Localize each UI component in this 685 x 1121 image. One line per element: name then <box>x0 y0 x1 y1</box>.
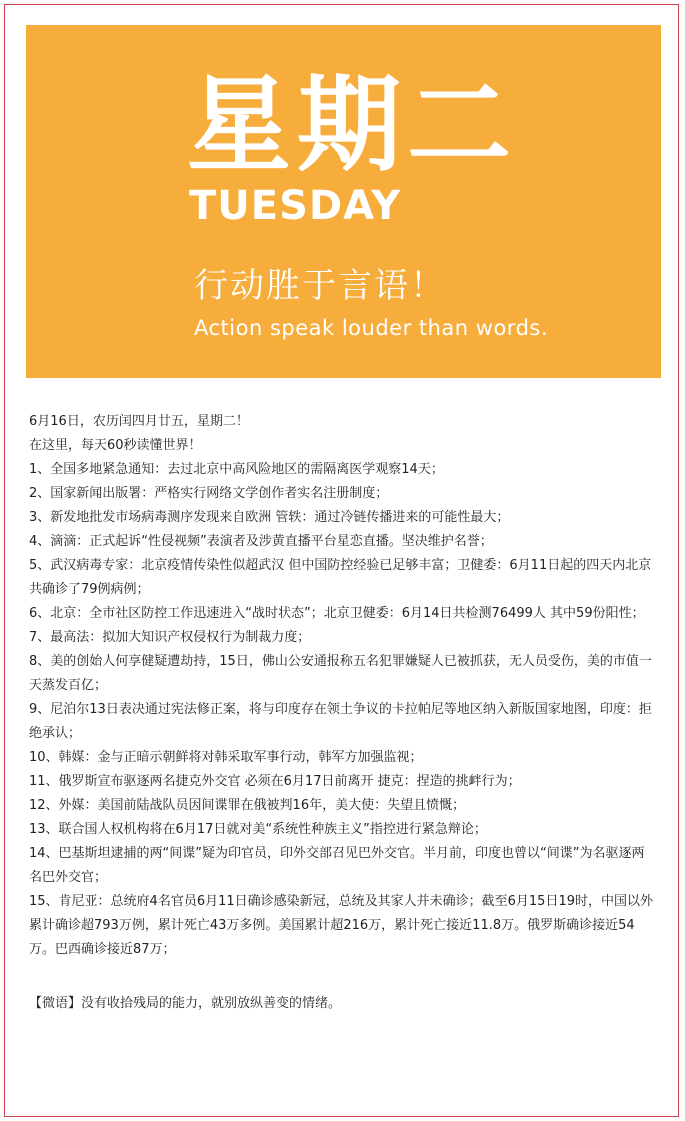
intro-tagline: 在这里，每天60秒读懂世界！ <box>29 438 202 453</box>
weekday-title-cn: 星期二 <box>187 64 518 186</box>
news-item: 2、国家新闻出版署：严格实行网络文学创作者实名注册制度； <box>29 486 389 501</box>
news-item: 7、最高法：拟加大知识产权侵权行为制裁力度； <box>29 630 311 645</box>
news-item: 8、美的创始人何享健疑遭劫持，15日，佛山公安通报称五名犯罪嫌疑人已被抓获，无人员受伤，美的市值一天蒸发百亿； <box>29 654 652 693</box>
news-item: 14、巴基斯坦逮捕的两“间谍”疑为印官员，印外交部召见巴外交官。半月前，印度也曾以“间谍”为名驱逐两名巴外交官； <box>29 846 645 885</box>
intro-date: 6月16日，农历闰四月廿五，星期二！ <box>29 414 249 429</box>
header-banner <box>26 25 661 378</box>
news-item: 12、外媒：美国前陆战队员因间谍罪在俄被判16年，美大使：失望且愤慨； <box>29 798 466 813</box>
spacer <box>29 962 657 992</box>
news-item: 3、新发地批发市场病毒测序发现来自欧洲 管轶：通过冷链传播进来的可能性最大； <box>29 510 510 525</box>
news-item: 6、北京：全市社区防控工作迅速进入“战时状态”；北京卫健委：6月14日共检测76499人 其中59份阳性； <box>29 606 645 621</box>
weiyu-quote: 【微语】没有收拾残局的能力，就别放纵善变的情绪。 <box>29 996 342 1011</box>
news-item: 1、全国多地紧急通知：去过北京中高风险地区的需隔离医学观察14天； <box>29 462 444 477</box>
news-item: 5、武汉病毒专家：北京疫情传染性似超武汉 但中国防控经验已足够丰富；卫健委：6月11日起的四天内北京共确诊了79例病例； <box>29 558 652 597</box>
slogan-en: Action speak louder than words. <box>194 316 549 340</box>
news-item: 13、联合国人权机构将在6月17日就对美“系统性种族主义”指控进行紧急辩论； <box>29 822 487 837</box>
news-item: 4、滴滴：正式起诉“性侵视频”表演者及涉黄直播平台星恋直播。坚决维护名誉； <box>29 534 493 549</box>
news-item: 9、尼泊尔13日表决通过宪法修正案，将与印度存在领土争议的卡拉帕尼等地区纳入新版国家地图，印度：拒绝承认； <box>29 702 652 741</box>
news-item: 11、俄罗斯宣布驱逐两名捷克外交官 必须在6月17日前离开 捷克：捏造的挑衅行为； <box>29 774 521 789</box>
news-article <box>29 410 657 1016</box>
weekday-title-en: TUESDAY <box>189 183 402 229</box>
news-item: 15、肯尼亚：总统府4名官员6月11日确诊感染新冠，总统及其家人并未确诊；截至6月15日19时，中国以外累计确诊超793万例，累计死亡43万多例。美国累计超216万，累计死亡接近11.8万。俄罗斯确诊接近54万。巴西确诊接近87万； <box>29 894 653 957</box>
slogan-cn: 行动胜于言语！ <box>194 266 446 306</box>
news-item: 10、韩媒：金与正暗示朝鲜将对韩采取军事行动，韩军方加强监视； <box>29 750 423 765</box>
